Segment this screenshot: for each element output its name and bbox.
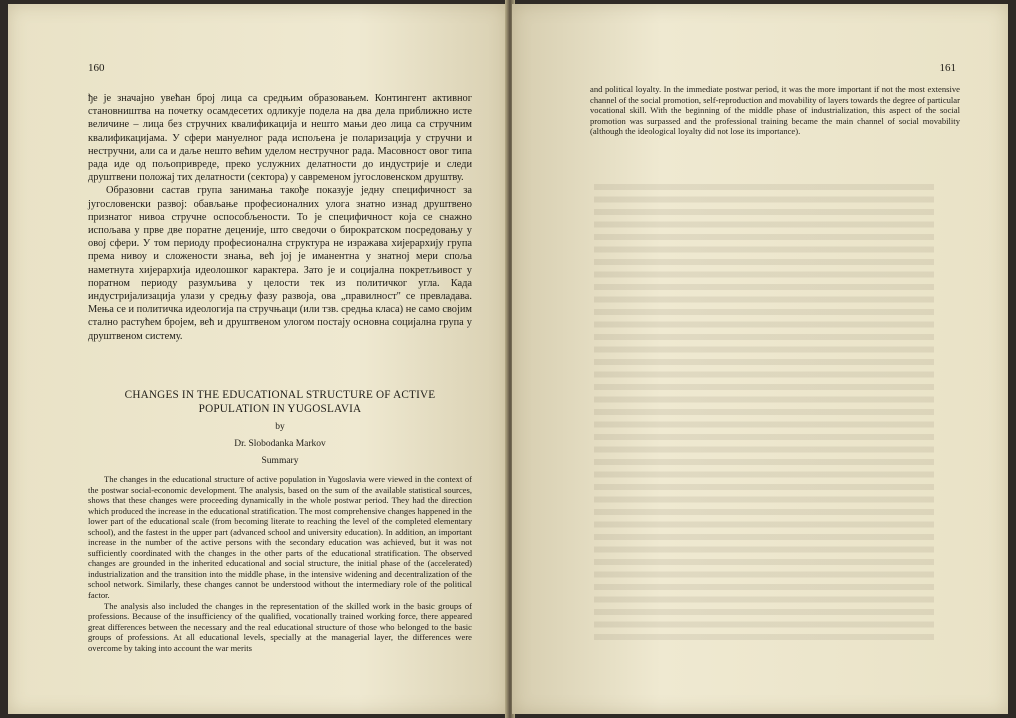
summary-body <box>88 474 472 653</box>
page-number-left: 160 <box>88 62 105 74</box>
right-body <box>590 84 960 137</box>
right-page <box>512 4 1008 714</box>
summary-by: by <box>275 422 285 432</box>
cyrillic-body <box>88 92 472 343</box>
summary-label: Summary <box>261 456 299 466</box>
cyrillic-paragraph-2: Образовни састав група занимања такође показује једну специфичност за југословенски развој: обављање професионалних улога знатно изнад друштвено признатог нивоа стручне оспособљености. То је специфичност која се снажно испољава у прве две поратне деценије, што сведочи о бирократском посредовању у овој сфери. У том периоду професионална структура не изражава хијерархију група према нивоу и сложености знања, већ јој је иманентна у знатној мери споља наметнута хијерархија идеолошког карактера. Зато је и социјална покретљивост у поратном периоду разумљива у целости тек из политичког угла. Када индустријализација улази у средњу фазу развоја, ова „правилност" се превладава. Мења се и политичка идеологија па стручњаци (или тзв. средња класа) не само својим стално растућем бројем, већ и друштвеном улогом постају основна социјална група у друштвеном систему. <box>88 185 472 342</box>
cyrillic-paragraph-1: ђе је значајно увећан број лица са средњим образовањем. Контингент активног становништва на почетку осамдесетих одликује подела на два дела приближно исте величине – лица без стручних квалификација и нешто мањи део лица са стручним квалификацијама. У сфери мануелног рада испољена је поларизација у стручни и нестручни, али са и даље нешто већим уделом нестручног рада. Масовност овог типа рада иде од пољопривреде, преко услужних делатности до индустрије и следи друштвени положај тих делатности (сектора) у савременом југословенском друштву. <box>88 93 472 184</box>
page-number-right: 161 <box>939 62 956 74</box>
summary-paragraph-1: The changes in the educational structure of active population in Yugoslavia were viewed in the context of the postwar social-economic development. The analysis, based on the sum of the available statistical sources, shows that these changes were proceeding dynamically in the whole postwar period. They had the direction which produced the increase in the educational stratification. The most comprehensive changes happened in the lower part of the educational scale (from becoming literate to reaching the level of the completed elementary school), and the fastest in the upper part (advanced school and university education). In addition, an important increase in the number of the active persons with the secondary education was achieved, but it was not sufficiently coordinated with the changes in the other parts of the educational stratification. The observed changes are grounded in the inherited educational and social structure, the initial phase of the (accelerated) industrialization and the transition into the middle phase, in the intensive widening and decentralization of the school network. Similarly, these changes cannot be understood without the intermediary role of the political factor. <box>88 474 472 601</box>
show-through-texture <box>594 184 934 644</box>
right-paragraph: and political loyalty. In the immediate postwar period, it was the more important if not the most extensive channel of the social promotion, self-reproduction and movability of layers towards the degree of particular vocational skill. With the beginning of the middle phase of industrialization, this aspect of the social promotion was surpassed and the professional training became the main channel of social movability (although the ideological loyalty did not lose its importance). <box>590 84 960 137</box>
left-page <box>8 4 508 714</box>
summary-author: Dr. Slobodanka Markov <box>234 439 326 449</box>
summary-paragraph-2: The analysis also included the changes in the representation of the skilled work in the basic groups of professions. Because of the insufficiency of the qualified, vocationally trained working force, there appeared great differences between the necessary and the real educational structure of those who belonged to the basic groups of professions. At all educational levels, specially at the managerial layer, the differences were overcome by taking into account the war merits <box>88 600 472 653</box>
summary-title: CHANGES IN THE EDUCATIONAL STRUCTURE OF ACTIVE POPULATION IN YUGOSLAVIA <box>124 389 436 415</box>
